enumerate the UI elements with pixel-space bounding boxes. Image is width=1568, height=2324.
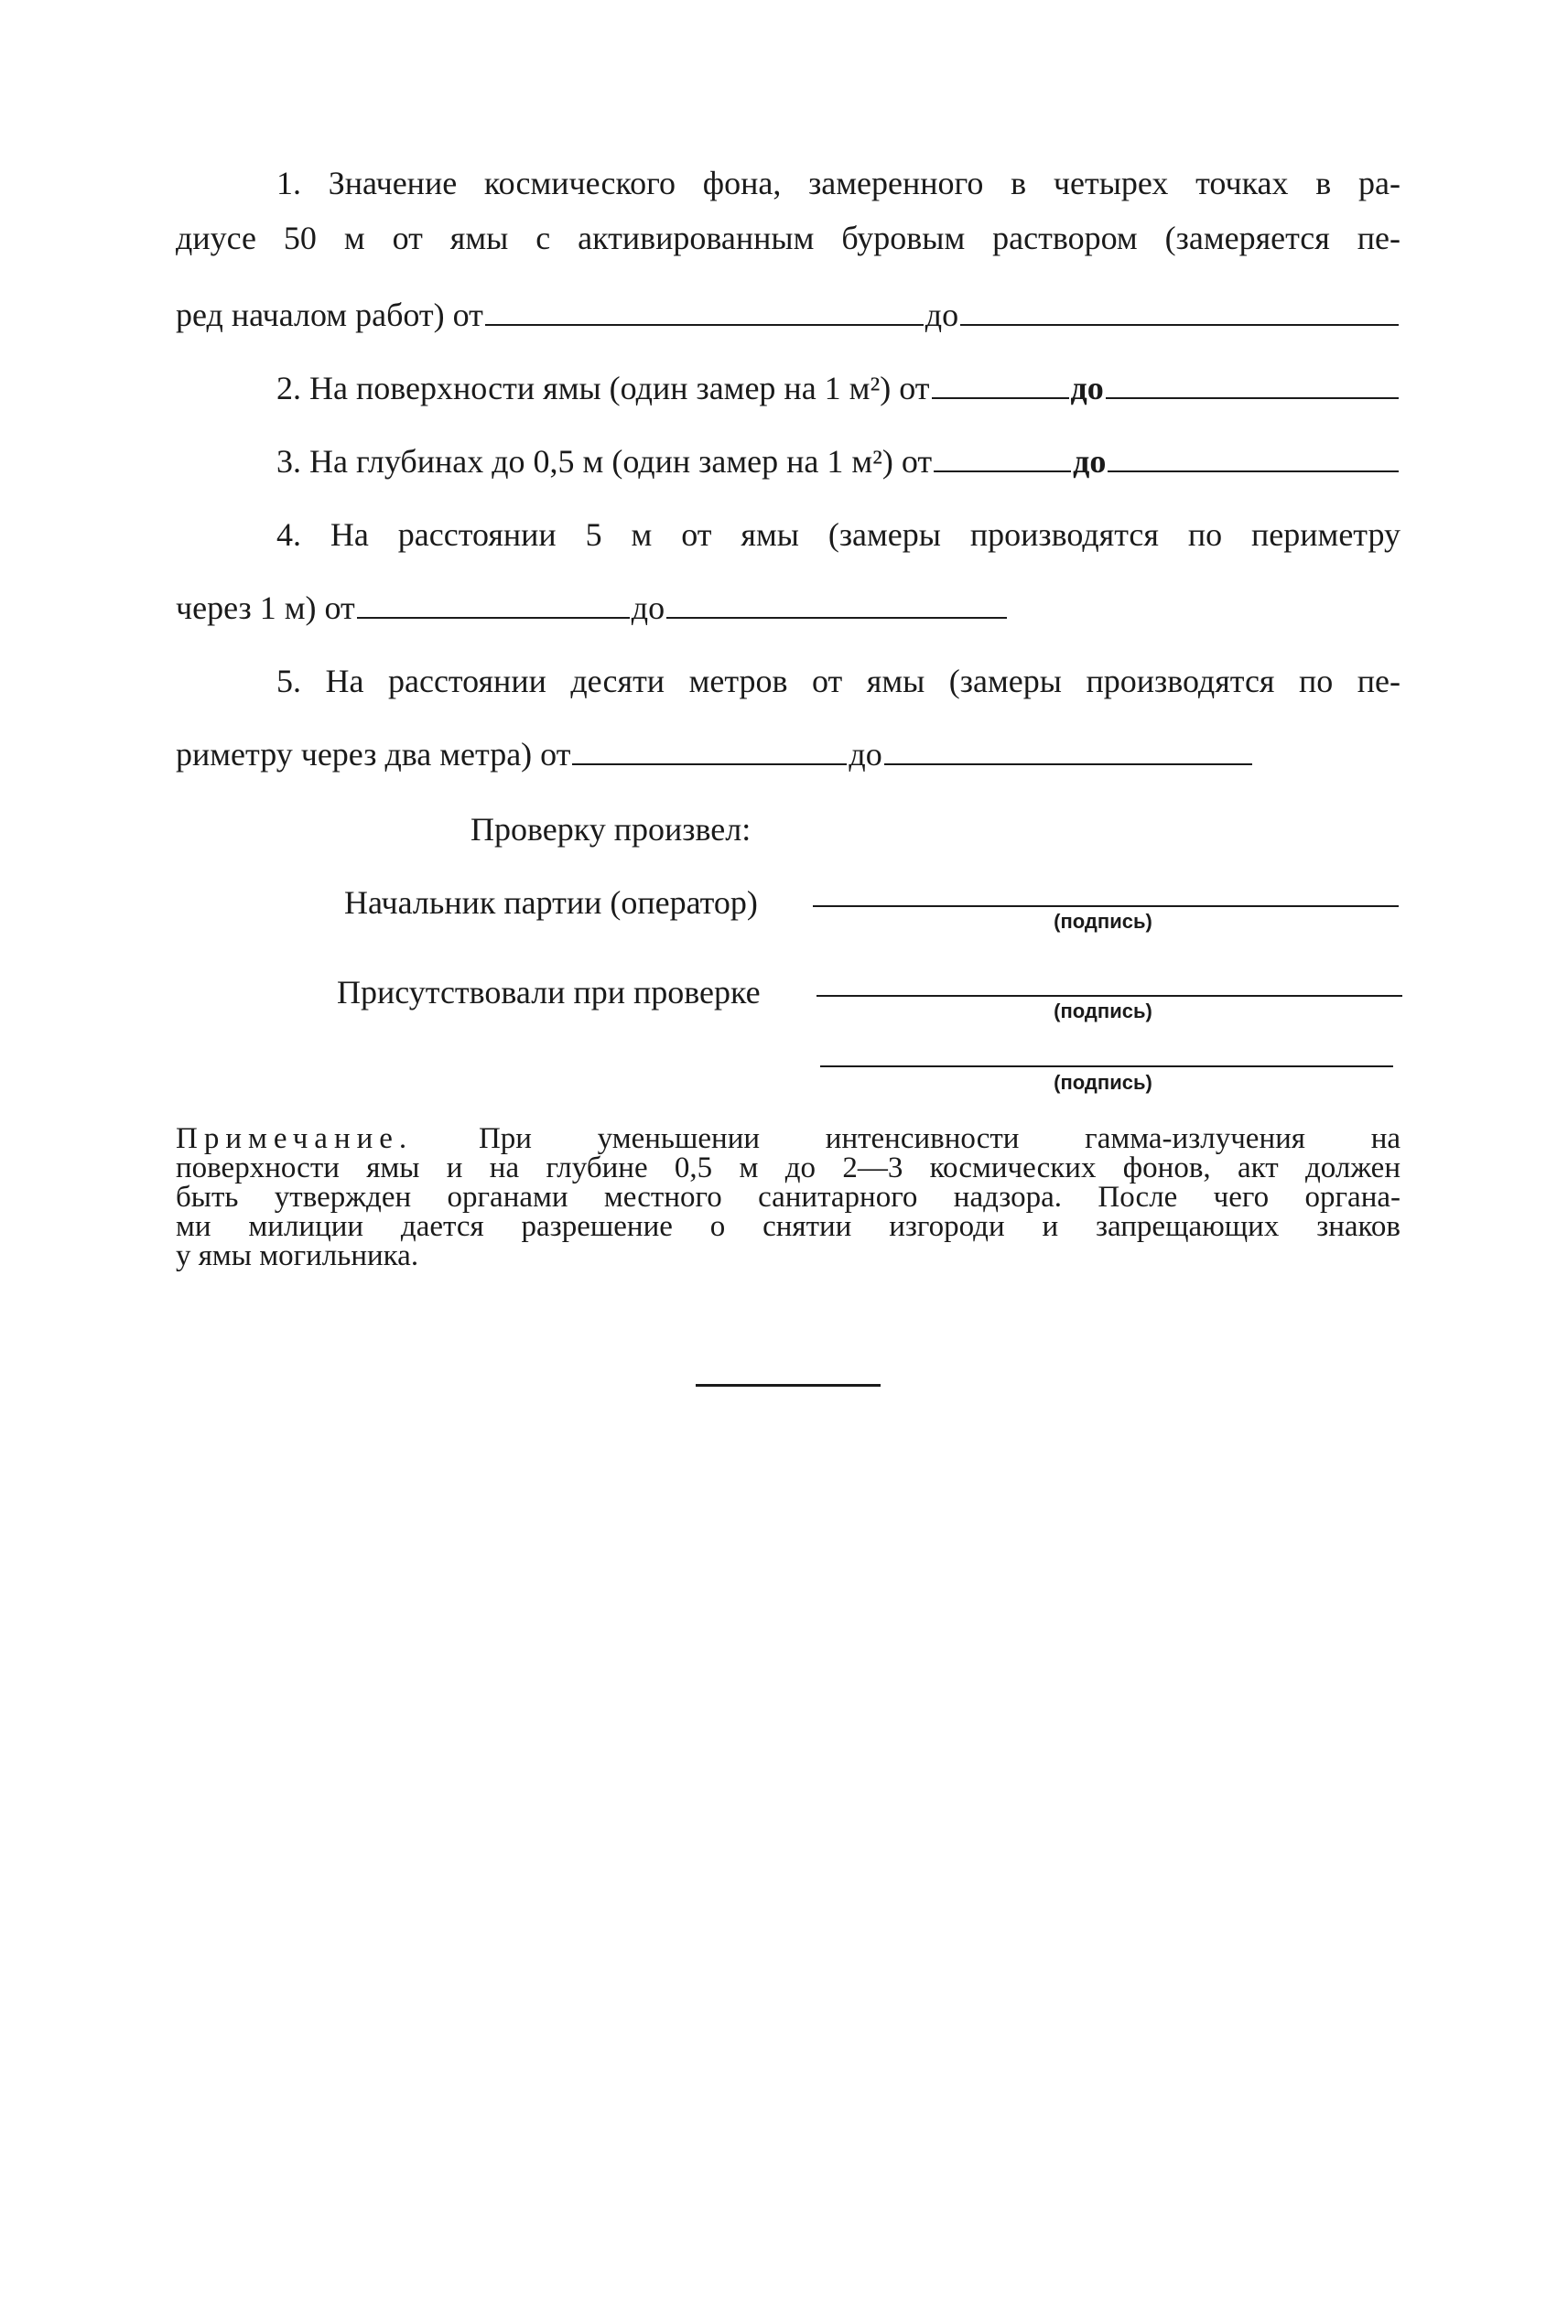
item-5-from-blank (572, 763, 847, 765)
item-3-from-blank (934, 470, 1071, 472)
item-2-line (276, 368, 1400, 408)
item-4-to-label: до (631, 589, 665, 626)
item-5-to-label: до (849, 736, 882, 773)
present-signature-caption-2: (подпись) (1054, 1071, 1152, 1094)
note-line-1-text: При уменьшении интенсивности гамма-излучения на (478, 1122, 1401, 1155)
item-4-line-2 (176, 588, 1009, 628)
end-rule (696, 1384, 881, 1387)
note-line-4: ми милиции дается разрешение о снятии изгороди и запрещающих знаков (176, 1210, 1400, 1243)
item-5-to-blank (884, 763, 1252, 765)
item-5-line-1: 5. На расстоянии десяти метров от ямы (замеры производятся по пе- (276, 663, 1400, 699)
item-2-from-label: 2. На поверхности ямы (один замер на 1 м²) от (276, 370, 930, 406)
item-4-from-blank (357, 617, 630, 619)
item-3-to-blank (1108, 470, 1399, 472)
item-4-line-1: 4. На расстоянии 5 м от ямы (замеры производятся по периметру (276, 516, 1400, 553)
item-1-line-1: 1. Значение космического фона, замеренного в четырех точках в ра- (276, 165, 1400, 201)
note-line-2: поверхности ямы и на глубине 0,5 м до 2—3 космических фонов, акт должен (176, 1151, 1400, 1184)
item-1-from-label: ред началом работ) от (176, 297, 483, 333)
chief-signature-caption: (подпись) (1054, 910, 1152, 933)
note-title: Примечание. (176, 1122, 414, 1155)
present-signature-line-2 (820, 1065, 1393, 1067)
chief-signature-line (813, 905, 1399, 907)
item-1-line-2: диусе 50 м от ямы с активированным буровым раствором (замеряется пе- (176, 220, 1400, 256)
present-signature-line-1 (816, 995, 1402, 997)
item-3-from-label: 3. На глубинах до 0,5 м (один замер на 1 м²) от (276, 443, 933, 480)
item-2-to-blank (1106, 397, 1399, 399)
item-3-to-label: до (1073, 443, 1107, 480)
note-line-3: быть утвержден органами местного санитарного надзора. После чего органа- (176, 1181, 1400, 1214)
item-2-to-label: до (1070, 370, 1104, 406)
item-4-to-blank (666, 617, 1007, 619)
chief-label: Начальник партии (оператор) (344, 884, 758, 921)
note-line-1 (176, 1124, 1400, 1153)
note-block (176, 1124, 1400, 1270)
note-line-5: у ямы могильника. (176, 1239, 419, 1272)
item-1-to-blank (960, 324, 1399, 326)
item-3-line (276, 441, 1400, 481)
inspection-heading: Проверку произвел: (470, 811, 752, 848)
item-5-line-2 (176, 734, 1254, 774)
item-1-line-3 (176, 295, 1400, 335)
item-4-from-label: через 1 м) от (176, 589, 355, 626)
item-5-from-label: риметру через два метра) от (176, 736, 571, 773)
item-1-from-blank (485, 324, 924, 326)
item-2-from-blank (932, 397, 1069, 399)
item-1-to-label: до (925, 297, 959, 333)
present-label: Присутствовали при проверке (337, 974, 761, 1011)
present-signature-caption-1: (подпись) (1054, 1000, 1152, 1022)
